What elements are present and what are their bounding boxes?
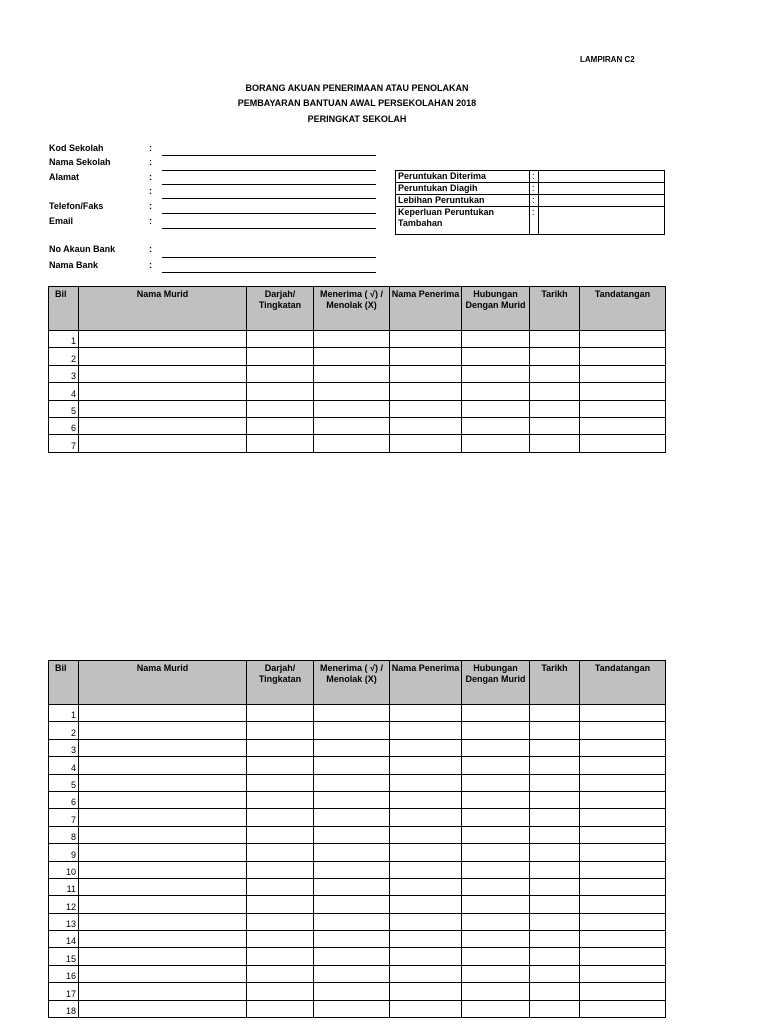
colon: : [149, 172, 152, 182]
col-hubungan: Hubungan Dengan Murid [462, 287, 530, 331]
student-table-1 [48, 286, 666, 453]
cell-nama-murid[interactable] [79, 844, 247, 861]
cell-tandatangan[interactable] [580, 861, 666, 878]
row-number: 13 [49, 913, 79, 930]
row-number: 1 [49, 331, 79, 348]
colon: : [149, 186, 152, 196]
row-number: 15 [49, 948, 79, 965]
row-number: 4 [49, 757, 79, 774]
cell-tarikh[interactable] [530, 417, 580, 434]
cell-darjah[interactable] [247, 844, 314, 861]
cell-tarikh[interactable] [530, 705, 580, 722]
cell-tandatangan[interactable] [580, 757, 666, 774]
table-row [49, 931, 666, 948]
col-nama-murid: Nama Murid [79, 661, 247, 705]
row-number: 4 [49, 383, 79, 400]
cell-tandatangan[interactable] [580, 1000, 666, 1017]
cell-menerima[interactable] [314, 705, 390, 722]
cell-darjah[interactable] [247, 435, 314, 452]
cell-darjah[interactable] [247, 400, 314, 417]
cell-hubungan[interactable] [462, 365, 530, 382]
cell-menerima[interactable] [314, 931, 390, 948]
peruntukan-diagih-value[interactable] [539, 183, 665, 195]
cell-darjah[interactable] [247, 331, 314, 348]
cell-nama-penerima[interactable] [390, 705, 462, 722]
cell-hubungan[interactable] [462, 826, 530, 843]
colon: : [530, 183, 539, 195]
email-label: Email [49, 216, 74, 226]
cell-hubungan[interactable] [462, 705, 530, 722]
cell-tarikh[interactable] [530, 435, 580, 452]
cell-menerima[interactable] [314, 348, 390, 365]
cell-nama-murid[interactable] [79, 757, 247, 774]
cell-nama-penerima[interactable] [390, 331, 462, 348]
col-menerima: Menerima ( √) / Menolak (X) [314, 661, 390, 705]
row-number: 16 [49, 965, 79, 982]
cell-menerima[interactable] [314, 331, 390, 348]
cell-tarikh[interactable] [530, 809, 580, 826]
cell-tandatangan[interactable] [580, 896, 666, 913]
cell-nama-murid[interactable] [79, 931, 247, 948]
cell-nama-murid[interactable] [79, 861, 247, 878]
table-row [49, 861, 666, 878]
cell-darjah[interactable] [247, 774, 314, 791]
col-darjah: Darjah/ Tingkatan [247, 661, 314, 705]
cell-nama-penerima[interactable] [390, 913, 462, 930]
colon: : [149, 244, 152, 254]
table-row [49, 774, 666, 791]
cell-nama-murid[interactable] [79, 983, 247, 1000]
row-number: 17 [49, 983, 79, 1000]
col-tandatangan: Tandatangan [580, 287, 666, 331]
table-row [49, 878, 666, 895]
cell-hubungan[interactable] [462, 739, 530, 756]
cell-darjah[interactable] [247, 913, 314, 930]
table-row [49, 757, 666, 774]
table-row [49, 826, 666, 843]
cell-hubungan[interactable] [462, 348, 530, 365]
row-number: 6 [49, 791, 79, 808]
cell-hubungan[interactable] [462, 896, 530, 913]
cell-tandatangan[interactable] [580, 435, 666, 452]
cell-nama-penerima[interactable] [390, 809, 462, 826]
cell-hubungan[interactable] [462, 965, 530, 982]
nama-sekolah-label: Nama Sekolah [49, 157, 111, 167]
table-row [49, 948, 666, 965]
cell-tarikh[interactable] [530, 722, 580, 739]
row-number: 2 [49, 348, 79, 365]
cell-menerima[interactable] [314, 826, 390, 843]
cell-tarikh[interactable] [530, 948, 580, 965]
cell-tandatangan[interactable] [580, 774, 666, 791]
cell-tandatangan[interactable] [580, 383, 666, 400]
cell-nama-penerima[interactable] [390, 983, 462, 1000]
row-number: 12 [49, 896, 79, 913]
form-title-line3: PERINGKAT SEKOLAH [307, 114, 407, 124]
cell-darjah[interactable] [247, 896, 314, 913]
cell-menerima[interactable] [314, 913, 390, 930]
table-row [49, 417, 666, 434]
cell-tandatangan[interactable] [580, 983, 666, 1000]
cell-tandatangan[interactable] [580, 739, 666, 756]
colon: : [149, 216, 152, 226]
cell-darjah[interactable] [247, 365, 314, 382]
cell-tarikh[interactable] [530, 983, 580, 1000]
cell-darjah[interactable] [247, 757, 314, 774]
col-menerima: Menerima ( √) / Menolak (X) [314, 287, 390, 331]
cell-darjah[interactable] [247, 931, 314, 948]
cell-tarikh[interactable] [530, 965, 580, 982]
row-number: 2 [49, 722, 79, 739]
cell-menerima[interactable] [314, 1000, 390, 1017]
cell-hubungan[interactable] [462, 791, 530, 808]
alamat-field-1[interactable] [162, 184, 376, 185]
cell-darjah[interactable] [247, 948, 314, 965]
cell-menerima[interactable] [314, 383, 390, 400]
cell-hubungan[interactable] [462, 948, 530, 965]
cell-menerima[interactable] [314, 774, 390, 791]
cell-nama-murid[interactable] [79, 417, 247, 434]
row-number: 5 [49, 774, 79, 791]
col-tandatangan: Tandatangan [580, 661, 666, 705]
cell-darjah[interactable] [247, 739, 314, 756]
cell-nama-murid[interactable] [79, 791, 247, 808]
cell-nama-penerima[interactable] [390, 383, 462, 400]
colon: : [149, 201, 152, 211]
table-row [49, 965, 666, 982]
table-row [49, 896, 666, 913]
col-nama-penerima: Nama Penerima [390, 287, 462, 331]
cell-tarikh[interactable] [530, 757, 580, 774]
table-row [49, 331, 666, 348]
cell-darjah[interactable] [247, 826, 314, 843]
student-table-2 [48, 660, 666, 1018]
lebihan-peruntukan-label: Lebihan Peruntukan [396, 195, 530, 207]
cell-hubungan[interactable] [462, 844, 530, 861]
table-2-body [49, 705, 666, 1018]
cell-tarikh[interactable] [530, 331, 580, 348]
form-title-line1: BORANG AKUAN PENERIMAAN ATAU PENOLAKAN [245, 83, 469, 93]
colon: : [149, 143, 152, 153]
cell-tandatangan[interactable] [580, 948, 666, 965]
cell-nama-murid[interactable] [79, 348, 247, 365]
cell-nama-penerima[interactable] [390, 365, 462, 382]
cell-darjah[interactable] [247, 791, 314, 808]
telefon-faks-label: Telefon/Faks [49, 201, 104, 211]
cell-nama-murid[interactable] [79, 435, 247, 452]
cell-nama-penerima[interactable] [390, 826, 462, 843]
cell-nama-penerima[interactable] [390, 722, 462, 739]
cell-nama-penerima[interactable] [390, 417, 462, 434]
cell-menerima[interactable] [314, 878, 390, 895]
table-row [49, 739, 666, 756]
table-row [49, 705, 666, 722]
cell-hubungan[interactable] [462, 774, 530, 791]
cell-hubungan[interactable] [462, 400, 530, 417]
cell-menerima[interactable] [314, 896, 390, 913]
table-row [49, 400, 666, 417]
row-number: 11 [49, 878, 79, 895]
cell-menerima[interactable] [314, 722, 390, 739]
cell-tandatangan[interactable] [580, 931, 666, 948]
cell-tarikh[interactable] [530, 861, 580, 878]
cell-menerima[interactable] [314, 365, 390, 382]
email-field[interactable] [162, 228, 376, 229]
colon: : [149, 260, 152, 270]
table-1-body [49, 331, 666, 453]
cell-nama-murid[interactable] [79, 878, 247, 895]
cell-tarikh[interactable] [530, 365, 580, 382]
table-row [49, 809, 666, 826]
cell-menerima[interactable] [314, 809, 390, 826]
cell-tarikh[interactable] [530, 348, 580, 365]
cell-tandatangan[interactable] [580, 417, 666, 434]
cell-darjah[interactable] [247, 383, 314, 400]
cell-darjah[interactable] [247, 1000, 314, 1017]
colon: : [530, 171, 539, 183]
colon: : [530, 207, 539, 235]
cell-tandatangan[interactable] [580, 844, 666, 861]
cell-darjah[interactable] [247, 348, 314, 365]
row-number: 3 [49, 365, 79, 382]
cell-hubungan[interactable] [462, 331, 530, 348]
col-tarikh: Tarikh [530, 287, 580, 331]
table-row [49, 791, 666, 808]
cell-darjah[interactable] [247, 878, 314, 895]
cell-menerima[interactable] [314, 400, 390, 417]
cell-nama-murid[interactable] [79, 809, 247, 826]
cell-menerima[interactable] [314, 983, 390, 1000]
cell-darjah[interactable] [247, 983, 314, 1000]
cell-nama-murid[interactable] [79, 965, 247, 982]
cell-tarikh[interactable] [530, 739, 580, 756]
cell-hubungan[interactable] [462, 383, 530, 400]
row-number: 3 [49, 739, 79, 756]
cell-nama-murid[interactable] [79, 826, 247, 843]
peruntukan-diagih-label: Peruntukan Diagih [396, 183, 530, 195]
peruntukan-diterima-label: Peruntukan Diterima [396, 171, 530, 183]
cell-nama-penerima[interactable] [390, 948, 462, 965]
col-nama-penerima: Nama Penerima [390, 661, 462, 705]
allocation-row [396, 207, 665, 235]
allocation-row [396, 183, 665, 195]
row-number: 14 [49, 931, 79, 948]
row-number: 7 [49, 435, 79, 452]
cell-darjah[interactable] [247, 861, 314, 878]
cell-nama-penerima[interactable] [390, 400, 462, 417]
lampiran-label: LAMPIRAN C2 [580, 55, 635, 64]
cell-darjah[interactable] [247, 705, 314, 722]
row-number: 10 [49, 861, 79, 878]
cell-nama-murid[interactable] [79, 722, 247, 739]
col-bil: Bil [49, 287, 79, 331]
colon: : [530, 195, 539, 207]
cell-tandatangan[interactable] [580, 791, 666, 808]
cell-nama-murid[interactable] [79, 365, 247, 382]
cell-menerima[interactable] [314, 417, 390, 434]
cell-hubungan[interactable] [462, 913, 530, 930]
cell-nama-penerima[interactable] [390, 965, 462, 982]
cell-tarikh[interactable] [530, 400, 580, 417]
cell-hubungan[interactable] [462, 983, 530, 1000]
table-row [49, 913, 666, 930]
allocation-row [396, 195, 665, 207]
cell-tandatangan[interactable] [580, 331, 666, 348]
cell-tandatangan[interactable] [580, 365, 666, 382]
telefon-faks-field[interactable] [162, 213, 376, 214]
alamat-label: Alamat [49, 172, 80, 182]
cell-nama-penerima[interactable] [390, 435, 462, 452]
cell-tarikh[interactable] [530, 1000, 580, 1017]
table-row [49, 983, 666, 1000]
cell-hubungan[interactable] [462, 435, 530, 452]
nama-sekolah-field[interactable] [162, 170, 376, 171]
cell-hubungan[interactable] [462, 809, 530, 826]
cell-tarikh[interactable] [530, 383, 580, 400]
colon: : [149, 157, 152, 167]
cell-tarikh[interactable] [530, 774, 580, 791]
table-row [49, 844, 666, 861]
cell-hubungan[interactable] [462, 861, 530, 878]
row-number: 7 [49, 809, 79, 826]
cell-nama-murid[interactable] [79, 400, 247, 417]
cell-nama-murid[interactable] [79, 705, 247, 722]
cell-tarikh[interactable] [530, 826, 580, 843]
cell-nama-penerima[interactable] [390, 931, 462, 948]
table-row [49, 383, 666, 400]
table-row [49, 435, 666, 452]
cell-nama-murid[interactable] [79, 896, 247, 913]
cell-hubungan[interactable] [462, 757, 530, 774]
kod-sekolah-field[interactable] [162, 155, 376, 156]
cell-tandatangan[interactable] [580, 705, 666, 722]
no-akaun-bank-field[interactable] [162, 257, 376, 258]
table-row [49, 722, 666, 739]
cell-nama-murid[interactable] [79, 1000, 247, 1017]
cell-nama-penerima[interactable] [390, 861, 462, 878]
cell-nama-penerima[interactable] [390, 774, 462, 791]
table-row [49, 1000, 666, 1017]
cell-nama-penerima[interactable] [390, 896, 462, 913]
cell-tandatangan[interactable] [580, 809, 666, 826]
cell-nama-murid[interactable] [79, 331, 247, 348]
alamat-field-2[interactable] [162, 198, 376, 199]
cell-menerima[interactable] [314, 739, 390, 756]
cell-hubungan[interactable] [462, 931, 530, 948]
cell-nama-penerima[interactable] [390, 844, 462, 861]
cell-tarikh[interactable] [530, 931, 580, 948]
lebihan-peruntukan-value[interactable] [539, 195, 665, 207]
cell-nama-murid[interactable] [79, 948, 247, 965]
cell-nama-penerima[interactable] [390, 739, 462, 756]
table-row [49, 348, 666, 365]
cell-tandatangan[interactable] [580, 965, 666, 982]
cell-nama-penerima[interactable] [390, 348, 462, 365]
col-bil: Bil [49, 661, 79, 705]
table-row [49, 365, 666, 382]
row-number: 9 [49, 844, 79, 861]
col-tarikh: Tarikh [530, 661, 580, 705]
cell-hubungan[interactable] [462, 417, 530, 434]
cell-nama-murid[interactable] [79, 913, 247, 930]
cell-menerima[interactable] [314, 435, 390, 452]
form-title-line2: PEMBAYARAN BANTUAN AWAL PERSEKOLAHAN 2018 [237, 98, 477, 108]
cell-nama-murid[interactable] [79, 774, 247, 791]
cell-menerima[interactable] [314, 757, 390, 774]
kod-sekolah-label: Kod Sekolah [49, 143, 104, 153]
cell-tarikh[interactable] [530, 878, 580, 895]
cell-nama-penerima[interactable] [390, 791, 462, 808]
cell-tandatangan[interactable] [580, 913, 666, 930]
row-number: 8 [49, 826, 79, 843]
cell-darjah[interactable] [247, 809, 314, 826]
cell-hubungan[interactable] [462, 722, 530, 739]
nama-bank-label: Nama Bank [49, 260, 99, 270]
row-number: 5 [49, 400, 79, 417]
col-nama-murid: Nama Murid [79, 287, 247, 331]
nama-bank-field[interactable] [162, 272, 376, 273]
cell-darjah[interactable] [247, 722, 314, 739]
col-darjah: Darjah/ Tingkatan [247, 287, 314, 331]
cell-darjah[interactable] [247, 965, 314, 982]
cell-tandatangan[interactable] [580, 826, 666, 843]
cell-menerima[interactable] [314, 948, 390, 965]
row-number: 18 [49, 1000, 79, 1017]
cell-menerima[interactable] [314, 861, 390, 878]
allocation-table [395, 170, 665, 235]
cell-tandatangan[interactable] [580, 348, 666, 365]
row-number: 6 [49, 417, 79, 434]
cell-nama-murid[interactable] [79, 383, 247, 400]
keperluan-peruntukan-tambahan-value[interactable] [539, 207, 665, 235]
cell-tandatangan[interactable] [580, 400, 666, 417]
cell-menerima[interactable] [314, 844, 390, 861]
cell-tarikh[interactable] [530, 791, 580, 808]
row-number: 1 [49, 705, 79, 722]
cell-tarikh[interactable] [530, 913, 580, 930]
no-akaun-bank-label: No Akaun Bank [49, 244, 116, 254]
keperluan-peruntukan-tambahan-label: Keperluan Peruntukan Tambahan [396, 207, 530, 235]
cell-hubungan[interactable] [462, 878, 530, 895]
cell-nama-penerima[interactable] [390, 757, 462, 774]
cell-tarikh[interactable] [530, 896, 580, 913]
cell-nama-penerima[interactable] [390, 878, 462, 895]
col-hubungan: Hubungan Dengan Murid [462, 661, 530, 705]
cell-menerima[interactable] [314, 965, 390, 982]
allocation-row [396, 171, 665, 183]
peruntukan-diterima-value[interactable] [539, 171, 665, 183]
cell-nama-murid[interactable] [79, 739, 247, 756]
cell-menerima[interactable] [314, 791, 390, 808]
cell-hubungan[interactable] [462, 1000, 530, 1017]
cell-tandatangan[interactable] [580, 722, 666, 739]
cell-darjah[interactable] [247, 417, 314, 434]
cell-nama-penerima[interactable] [390, 1000, 462, 1017]
cell-tandatangan[interactable] [580, 878, 666, 895]
cell-tarikh[interactable] [530, 844, 580, 861]
